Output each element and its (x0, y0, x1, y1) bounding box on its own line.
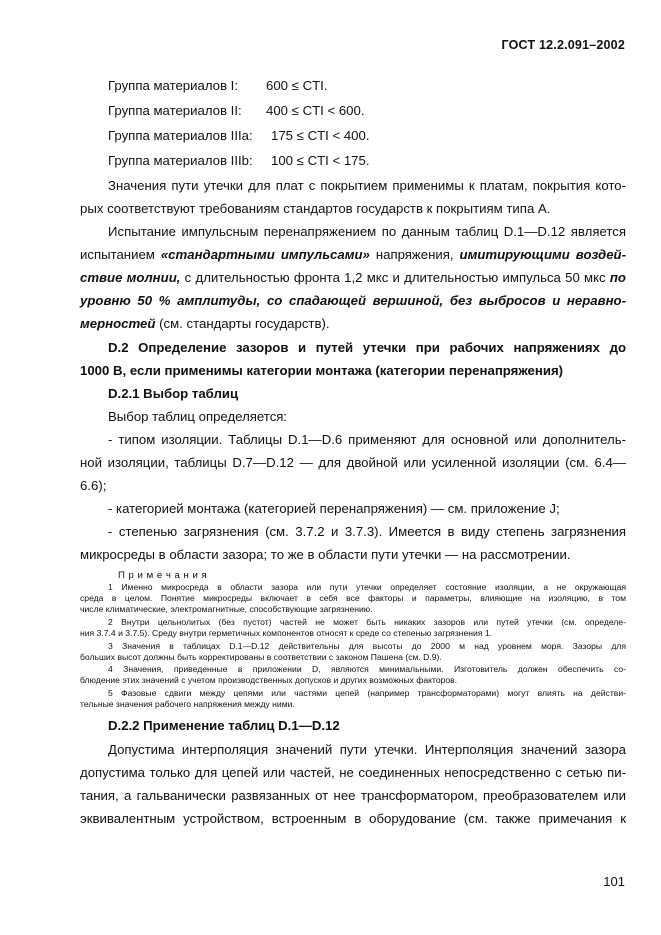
subsection-heading: D.2.1 Выбор таблиц (108, 386, 239, 401)
material-group-label: Группа материалов IIIa: (108, 128, 253, 143)
material-group-label: Группа материалов II: (108, 103, 242, 118)
note-line: числе климатические, электромагнитные, способствующие загрязнению. (80, 604, 373, 614)
note-line: блюдение этих значений с учетом производственных допусков и других возможных факторов. (80, 675, 458, 685)
document-header: ГОСТ 12.2.091–2002 (501, 38, 625, 52)
paragraph-line: ствие молнии, с длительностью фронта 1,2 мкс и длительностью импульса 50 мкс по (80, 270, 626, 285)
note-line: среда в целом. Понятие микросреды включает в себя все факторы и параметры, влияющие на изоляцию, в том (80, 593, 626, 603)
paragraph-line: Значения пути утечки для плат с покрытием применимы к платам, покрытия кото- (108, 178, 626, 193)
paragraph-line: тания, а гальванически развязанных от нее трансформатором, преобразователем или (80, 788, 626, 803)
note-line: больших высот должны быть корректированы в соответствии с законом Пашена (см. D.9). (80, 652, 442, 662)
material-group-label: Группа материалов I: (108, 78, 239, 93)
note-line: тельные значения рабочего напряжения между ними. (80, 699, 295, 709)
list-item-line: - типом изоляции. Таблицы D.1—D.6 применяют для основной или дополнитель- (108, 432, 626, 447)
paragraph-line: испытанием «стандартными импульсами» напряжения, имитирующими воздей- (80, 247, 626, 262)
material-group-label: Группа материалов IIIb: (108, 153, 253, 168)
paragraph-line: Испытание импульсным перенапряжением по данным таблиц D.1—D.12 является (108, 224, 626, 239)
paragraph-line: Выбор таблиц определяется: (108, 409, 288, 424)
material-group-value: 600 ≤ CTI. (266, 78, 328, 93)
note-line: 4 Значения, приведенные в приложении D, являются минимальными. Изготовитель должен обеспечить со- (108, 664, 626, 674)
material-group-value: 100 ≤ CTI < 175. (271, 153, 370, 168)
note-line: 1 Именно микросреда в области зазора или пути утечки определяет состояние изоляции, а не окружающая (108, 582, 626, 592)
note-line: ния 3.7.4 и 3.7.5). Среду внутри герметичных компонентов относят к среде со степенью загрязнения 1. (80, 628, 493, 638)
paragraph-line: рых соответствуют требованиям стандартов государств к покрытиям типа А. (80, 201, 551, 216)
section-heading: 1000 В, если применимы категории монтажа (категории перенапряжения) (80, 363, 564, 378)
notes-title: П р и м е ч а н и я (118, 570, 208, 581)
material-group-value: 400 ≤ CTI < 600. (266, 103, 365, 118)
paragraph-line: уровню 50 % амплитуды, со спадающей вершиной, без выбросов и неравно- (80, 293, 626, 308)
section-heading: D.2 Определение зазоров и путей утечки при рабочих напряжениях до (108, 340, 626, 355)
paragraph-line: мерностей (см. стандарты государств). (80, 316, 330, 331)
list-item-line: 6.6); (80, 478, 107, 493)
note-line: 2 Внутри цельнолитых (без пустот) частей не может быть никаких зазоров или путей утечки (см. определе- (108, 617, 626, 627)
paragraph-line: эквивалентным устройством, встроенным в оборудование (см. также примечания к (80, 811, 626, 826)
note-line: 3 Значения в таблицах D.1—D.12 действительны для высоты до 2000 м над уровнем моря. Зазоры для (108, 641, 626, 651)
paragraph-line: допустима только для цепей или частей, не соединенных непосредственно с сетью пи- (80, 765, 626, 780)
list-item-line: микросреды в области зазора; то же в области пути утечки — на рассмотрении. (80, 547, 571, 562)
subsection-heading: D.2.2 Применение таблиц D.1—D.12 (108, 718, 340, 733)
page-number: 101 (603, 874, 625, 889)
list-item-line: ной изоляции, таблицы D.7—D.12 — для двойной или усиленной изоляции (см. 6.4— (80, 455, 626, 470)
paragraph-line: Допустима интерполяция значений пути утечки. Интерполяция значений зазора (108, 742, 626, 757)
note-line: 5 Фазовые сдвиги между цепями или частями цепей (например трансформаторами) могут влиять на действи- (108, 688, 626, 698)
material-group-value: 175 ≤ CTI < 400. (271, 128, 370, 143)
list-item-line: - степенью загрязнения (см. 3.7.2 и 3.7.3). Имеется в виду степень загрязнения (108, 524, 626, 539)
list-item-line: - категорией монтажа (категорией перенапряжения) — см. приложение J; (108, 501, 560, 516)
